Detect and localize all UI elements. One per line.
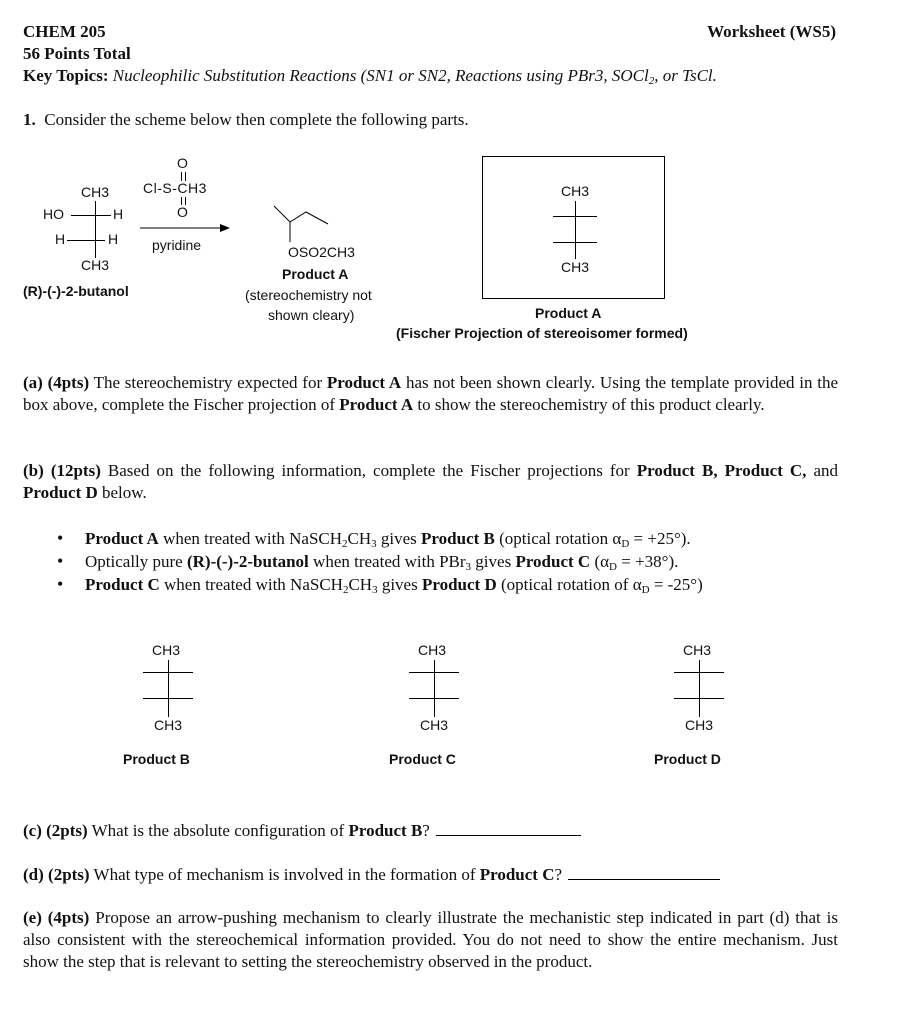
template-c-horizontal-1	[409, 672, 459, 673]
reagent-o-bottom: O	[177, 204, 188, 220]
part-d: (d) (2pts) What type of mechanism is involved in the formation of Product C?	[23, 864, 720, 885]
bullet-item: • Product A when treated with $NaSCH_2CH_3$ gives Product B (optical rotation $\alpha_D = +25^\circ$).	[55, 527, 703, 550]
template-c-label: Product C	[389, 751, 456, 767]
box-horizontal-bond-1	[553, 216, 597, 217]
sm-top-ch3: CH3	[81, 184, 110, 200]
box-horizontal-bond-2	[553, 242, 597, 243]
reagent-o-top: O	[177, 155, 188, 171]
product-a-label: Product A	[282, 266, 349, 282]
sm-bottom-ch3: CH3	[81, 257, 110, 273]
box-vertical-bond	[575, 201, 576, 259]
template-d-label: Product D	[654, 751, 721, 767]
template-b-horizontal-2	[143, 698, 193, 699]
product-a-skeleton	[270, 202, 340, 246]
box-top-ch3: CH3	[561, 183, 590, 199]
box-bottom-ch3: CH3	[561, 259, 590, 275]
part-e: (e) (4pts) Propose an arrow-pushing mechanism to clearly illustrate the mechanistic step indicated in part (d) that is also consistent with the stereochemical information provided. You do not need to show the entire mechanism. Just show the step that is relevant to setting the stereochemistry observed in the product.	[23, 908, 839, 971]
part-b: (b) (12pts) Based on the following information, complete the Fischer projections for Product B, Product C, and Product D below.	[23, 461, 839, 502]
template-b-top: CH3	[152, 642, 181, 658]
sm-h-right-1: H	[113, 206, 124, 222]
key-topics: Key Topics: Nucleophilic Substitution Reactions (SN1 or SN2, Reactions using PBr3, SOCl$_2$, or TsCl.	[23, 66, 717, 87]
template-b-horizontal-1	[143, 672, 193, 673]
reaction-arrow	[140, 222, 232, 234]
sm-horizontal-bond-1	[71, 215, 111, 216]
reagent-conditions: pyridine	[152, 237, 202, 253]
template-d-horizontal-2	[674, 698, 724, 699]
template-d-top: CH3	[683, 642, 712, 658]
sm-h-right-2: H	[108, 231, 119, 247]
template-b-vertical	[168, 660, 169, 717]
part-d-answer-blank[interactable]	[568, 864, 720, 880]
sm-vertical-bond	[95, 201, 96, 258]
box-caption-1: Product A	[535, 305, 602, 321]
sm-name: (R)-(-)-2-butanol	[23, 283, 129, 299]
part-c-answer-blank[interactable]	[436, 820, 581, 836]
course-title: CHEM 205	[23, 22, 106, 41]
template-d-bottom: CH3	[685, 717, 714, 733]
template-c-bottom: CH3	[420, 717, 449, 733]
info-bullet-list	[55, 527, 703, 596]
template-d-horizontal-1	[674, 672, 724, 673]
template-c-top: CH3	[418, 642, 447, 658]
bullet-item: • Product C when treated with $NaSCH_2CH_3$ gives Product D (optical rotation of $\alpha_D = -25^\circ$)	[55, 573, 703, 596]
question-1: 1. Consider the scheme below then complete the following parts.	[23, 110, 469, 129]
sm-h-left-2: H	[55, 231, 66, 247]
worksheet-title: Worksheet (WS5)	[707, 22, 836, 41]
sm-ho-label: HO	[43, 206, 64, 222]
points-total: 56 Points Total	[23, 44, 131, 63]
product-a-answer-box[interactable]	[482, 156, 665, 299]
template-c-horizontal-2	[409, 698, 459, 699]
sm-horizontal-bond-2	[67, 240, 105, 241]
template-b-label: Product B	[123, 751, 190, 767]
product-a-note-1: (stereochemistry not	[245, 287, 372, 303]
part-c: (c) (2pts) What is the absolute configuration of Product B?	[23, 820, 581, 841]
reagent-formula: Cl-S-CH3	[143, 180, 207, 196]
template-b-bottom: CH3	[154, 717, 183, 733]
box-caption-2: (Fischer Projection of stereoisomer formed)	[396, 325, 688, 341]
part-a: (a) (4pts) The stereochemistry expected for Product A has not been shown clearly. Using the template provided in the box above, complete the Fischer projection of Product A to show the stereochemistry of this product clearly.	[23, 373, 838, 414]
product-a-group: OSO2CH3	[288, 244, 355, 260]
bullet-item: • Optically pure (R)-(-)-2-butanol when treated with PBr$_3$ gives Product C $(\alpha_D = +38^\circ)$.	[55, 550, 703, 573]
template-d-vertical	[699, 660, 700, 717]
product-a-note-2: shown cleary)	[268, 307, 355, 323]
template-c-vertical	[434, 660, 435, 717]
